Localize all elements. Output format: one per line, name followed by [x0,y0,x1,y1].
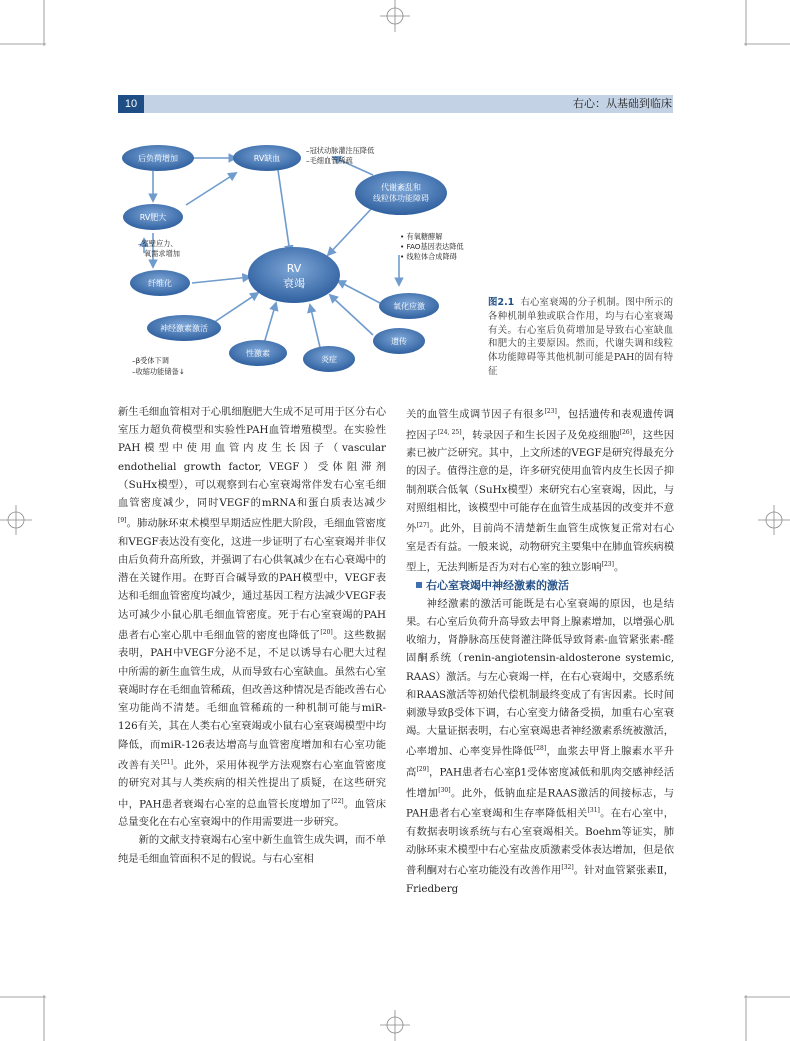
citation: [30] [438,786,451,794]
page-number: 10 [118,95,144,113]
citation: [23] [544,408,557,415]
figure-caption-label: 图2.1 [488,297,515,308]
node-neurohormonal-label: 神经激素激活 [160,324,208,333]
body-column-right [406,403,674,898]
arrow-fibrosis-failure [192,277,250,283]
citation: [9] [118,517,127,525]
note-hypertrophy-2: 氧需求增加 [144,249,180,258]
mechanism-diagram [118,135,478,385]
citation: [29] [416,765,429,773]
citation: [24, 25] [437,428,462,436]
node-oxidative-stress-label: 氧化应激 [393,302,425,311]
arrow-genetics-failure [330,295,373,335]
node-genetics-label: 遗传 [391,337,407,346]
node-metabolic-label-1: 代谢紊乱和 [381,183,421,192]
note-neuro-1: –β受体下调 [132,356,169,365]
note-metabolic-3: • 线粒体合成降碍 [400,252,457,261]
note-ischemia-2: –毛细血管稀疏 [306,156,353,165]
section-heading [406,577,674,595]
note-metabolic-1: • 有氧糖酵解 [400,232,443,241]
paragraph: 新的文献支持衰竭右心室中新生血管生成失调，而不单纯是毛细血管面积不足的假说。与右心室相 [118,834,386,865]
citation: [32] [561,864,574,872]
node-rv-failure-label-1: RV [286,262,302,275]
note-neuro-2: –收缩功能储备↓ [132,367,185,376]
note-hypertrophy-1: –室壁应力、 [138,239,178,248]
citation: [28] [533,745,547,753]
node-inflammation-label: 炎症 [321,355,337,364]
running-title: 右心：从基础到临床 [573,97,672,110]
node-rv-hypertrophy-label: RV肥大 [139,213,167,222]
citation: [23] [601,560,614,568]
citation: [22] [331,797,344,805]
node-afterload-label: 后负荷增加 [138,154,178,163]
note-ischemia-1: –冠状动脉灌注压降低 [306,146,375,155]
arrow-neuro-failure [213,293,258,323]
citation: [31] [587,807,600,815]
node-metabolic [355,171,447,215]
paragraph: 神经激素的激活可能既是右心室衰竭的原因，也是结果。右心室后负荷升高导致去甲肾上腺素增加，以增强心肌收缩力，肾静脉高压使肾灌注降低导致肾素-血管紧张素-醛固酮系统（renin-angiotensin-aldosterone systemic, RAAS）激活。与左心衰竭一样，在右心衰竭中，交感系统和RAAS激活等初始代偿机制最终变成了有害因素。长时间刺激导致β受体下调，右心室变力储备受损，加重右心室衰竭。大量证据表明，右心室衰竭患者神经激素系统被激活，心率增加、心率变异性降低[28]，血浆去甲肾上腺素水平升高[29]，PAH患者右心室β1受体密度减低和肌肉交感神经活性增加[30]。此外，低钠血症是RAAS激活的间接标志，与PAH患者右心室衰竭和生存率降低相关[31]。在右心室中，有数据表明该系统与右心室衰竭相关。Boehm等证实，肺动脉环束术模型中右心室盐皮质激素受体表达增加，但是依普利酮对右心室功能没有改善作用[32]。针对血管紧张素Ⅱ，Friedberg [406,597,675,895]
citation: [27] [416,522,429,530]
citation: [26] [619,428,632,436]
node-sex-hormones-label: 性激素 [246,349,270,358]
arrow-oxidative-failure [338,281,380,303]
body-column-left [118,403,386,868]
node-rv-failure [248,247,340,303]
paragraph: 新生毛细血管相对于心肌细胞肥大生成不足可用于区分右心室压力超负荷模型和实验性PAH血管增殖模型。在实验性PAH模型中使用血管内皮生长因子（vascular endothelial growth factor, VEGF）受体阻滞剂（SuHx模型），可以观察到右心室衰竭常伴发右心室毛细血管密度减少，同时VEGF的mRNA和蛋白质表达减少[9]。肺动脉环束术模型早期适应性肥大阶段，毛细血管密度和VEGF表达没有变化，这进一步证明了右心室衰竭并非仅由后负荷升高所致，并强调了右心供氧减少在右心衰竭中的潜在关键作用。在野百合碱导致的PAH模型中，VEGF表达和毛细血管密度均减少，通过基因工程方法减少VEGF表达可减少小鼠心肌毛细血管密度。死于右心室衰竭的PAH患者右心室心肌中毛细血管的密度也降低了[20]。这些数据表明，PAH中VEGF分泌不足，不足以诱导右心肥大过程中所需的新生血管生成，从而导致右心室缺血。虽然右心室衰竭时存在毛细血管稀疏，但改善这种情况是否能改善右心室功能尚不清楚。毛细血管稀疏的一种机制可能与miR-126有关，其在人类右心室衰竭或小鼠右心室衰竭模型中均降低，而miR-126表达增高与血管密度增加和右心室功能改善有关[21]。此外，采用体视学方法观察右心室血管密度的研究对其与人类疾病的相关性提出了质疑，在这些研究中，PAH患者衰竭右心室的总血管长度增加了[22]。血管床总量变化在右心室衰竭中的作用需要进一步研究。 [118,406,387,829]
arrow-metabolic-failure [328,207,373,255]
arrow-ischemia-failure [278,170,290,253]
figure-caption [488,296,673,379]
paragraph: 关的血管生成调节因子有很多[23]，包括遗传和表观遗传调控因子[24, 25]，转录因子和生长因子及免疫细胞[26]，这些因素已被广泛研究。其中，上文所述的VEGF是研究得最充分的因子。值得注意的是，许多研究使用血管内皮生长因子抑制剂联合低氧（SuHx模型）来研究右心室衰竭，因此，与对照组相比，该模型中可能存在血管生成基因的改变并不意外[27]。此外，目前尚不清楚新生血管生成恢复正常对右心室是否有益。一般来说，动物研究主要集中在肺血管疾病模型上，无法判断是否为对右心室的独立影响[23]。 [406,408,675,574]
citation: [20] [320,628,333,636]
arrow-hypertrophy-ischemia [186,173,236,205]
note-metabolic-2: • FAO基因表达降低 [400,242,464,251]
citation: [21] [160,758,173,766]
figure-caption-text: 右心室衰竭的分子机制。图中所示的各种机制单独或联合作用，均与右心室衰竭有关。右心室后负荷增加是导致右心室缺血和肥大的主要原因。然而，代谢失调和线粒体功能障碍等其他机制可能是PAH的固有特征 [488,297,673,377]
node-rv-ischemia-label: RV缺血 [253,154,281,163]
node-rv-failure-label-2: 衰竭 [283,277,305,290]
node-fibrosis-label: 纤维化 [148,279,172,288]
section-title: 右心室衰竭中神经激素的激活 [426,578,569,592]
section-square-icon [416,582,422,588]
node-metabolic-label-2: 线粒体功能障碍 [373,194,429,203]
